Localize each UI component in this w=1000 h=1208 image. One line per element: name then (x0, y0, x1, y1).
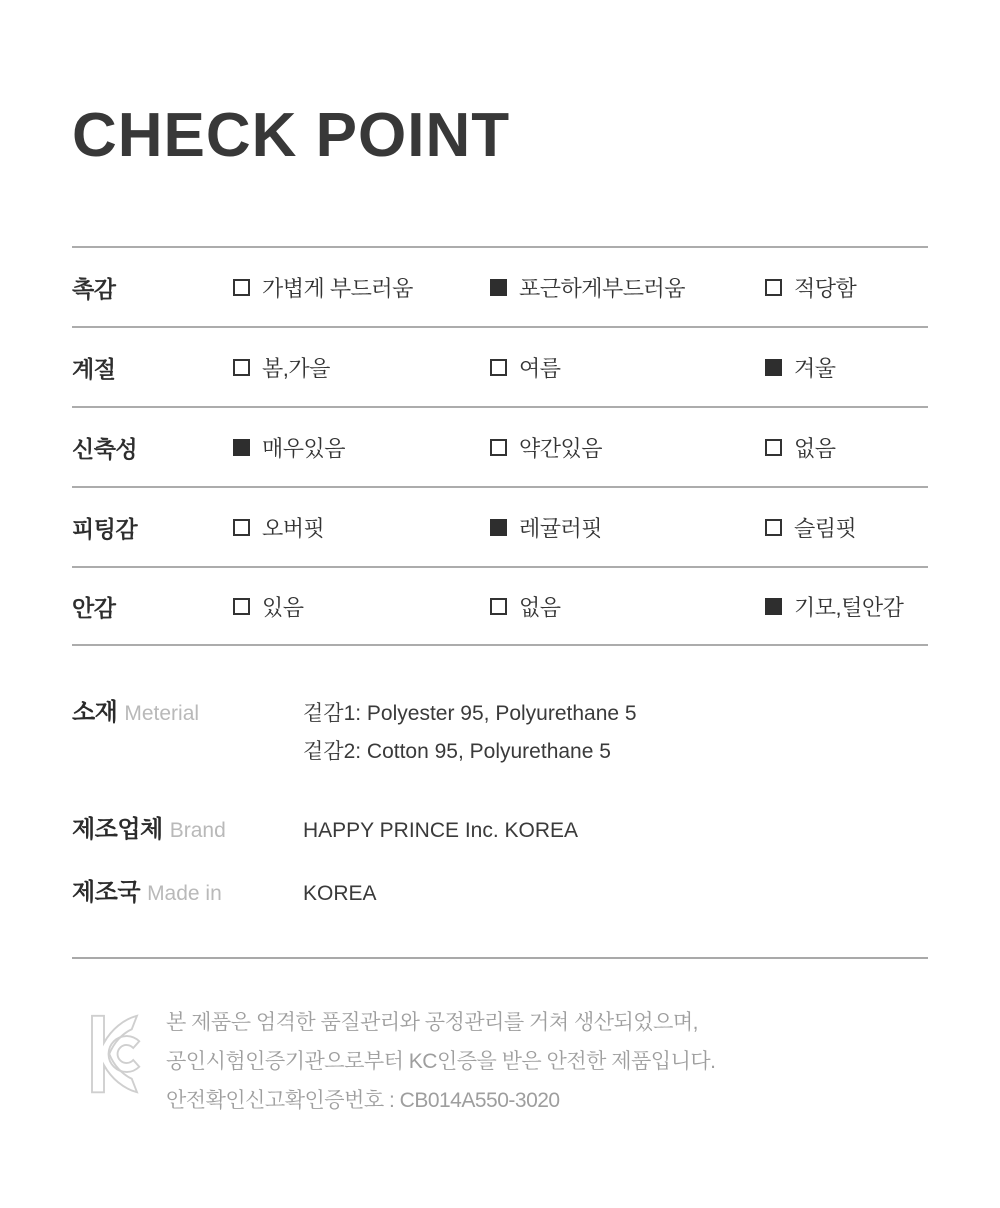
option-label: 여름 (519, 355, 561, 381)
checkbox-icon (233, 279, 250, 296)
checkbox-icon (490, 439, 507, 456)
table-row-touch (72, 246, 928, 326)
material-line-1: 겉감1: Polyester 95, Polyurethane 5 (303, 702, 637, 726)
kc-certification-section (72, 1003, 928, 1120)
option-label: 약간있음 (519, 435, 603, 461)
checkbox-icon (233, 359, 250, 376)
made-in-value: KOREA (303, 882, 377, 906)
option (233, 352, 490, 383)
option-label: 레귤러핏 (519, 515, 603, 541)
option-label: 슬림핏 (794, 515, 857, 541)
made-in-row (72, 872, 928, 913)
option-label: 오버핏 (262, 515, 325, 541)
kc-mark-icon (86, 1009, 146, 1104)
row-label: 촉감 (72, 275, 116, 302)
kc-text-line-2: 공인시험인증기관으로부터 KC인증을 받은 안전한 제품입니다. (166, 1050, 716, 1074)
checkbox-icon (490, 519, 507, 536)
option (490, 352, 765, 383)
option (765, 272, 928, 303)
material-label-ko: 소재 (72, 699, 118, 727)
option (490, 512, 765, 543)
made-in-label-ko: 제조국 (72, 879, 141, 907)
option-label: 가볍게 부드러움 (262, 275, 413, 301)
brand-label (72, 809, 303, 844)
section-divider (72, 957, 928, 959)
option (233, 591, 490, 622)
kc-text-line-1: 본 제품은 엄격한 품질관리와 공정관리를 거쳐 생산되었으며, (166, 1011, 698, 1035)
option-label: 포근하게부드러움 (519, 275, 686, 301)
row-label: 계절 (72, 355, 116, 382)
table-row-elasticity (72, 406, 928, 486)
made-in-label (72, 872, 303, 907)
option (233, 432, 490, 463)
material-row (72, 692, 928, 771)
row-label: 신축성 (72, 435, 138, 462)
checkbox-icon (765, 598, 782, 615)
option (765, 352, 928, 383)
checkbox-icon (233, 598, 250, 615)
option-label: 기모,털안감 (794, 594, 904, 620)
row-label: 피팅감 (72, 515, 138, 542)
product-info-section (72, 692, 928, 913)
option-label: 봄,가을 (262, 355, 330, 381)
option-label: 없음 (519, 594, 561, 620)
option-label: 있음 (262, 594, 304, 620)
table-row-lining (72, 566, 928, 646)
table-row-fit (72, 486, 928, 566)
checkbox-icon (765, 439, 782, 456)
page-title: CHECK POINT (72, 101, 511, 170)
option (490, 272, 765, 303)
option-label: 없음 (794, 435, 836, 461)
option-label: 겨울 (794, 355, 836, 381)
brand-row (72, 809, 928, 850)
material-label (72, 692, 303, 727)
brand-value: HAPPY PRINCE Inc. KOREA (303, 819, 579, 843)
option-label: 적당함 (794, 275, 857, 301)
option (233, 512, 490, 543)
material-value (303, 695, 928, 771)
option (765, 432, 928, 463)
brand-label-en: Brand (169, 819, 226, 843)
material-line-2: 겉감2: Cotton 95, Polyurethane 5 (303, 740, 611, 764)
row-label: 안감 (72, 594, 116, 621)
checkbox-icon (490, 598, 507, 615)
checkbox-icon (490, 279, 507, 296)
checkbox-icon (490, 359, 507, 376)
kc-certification-text (166, 1003, 716, 1120)
option-label: 매우있음 (262, 435, 346, 461)
checkbox-icon (233, 519, 250, 536)
option (233, 272, 490, 303)
checkbox-icon (765, 359, 782, 376)
option (490, 432, 765, 463)
check-point-table (72, 246, 928, 646)
checkbox-icon (765, 279, 782, 296)
option (765, 512, 928, 543)
checkbox-icon (765, 519, 782, 536)
brand-label-ko: 제조업체 (72, 816, 163, 844)
option (765, 591, 928, 622)
material-label-en: Meterial (124, 702, 200, 726)
table-row-season (72, 326, 928, 406)
made-in-label-en: Made in (147, 882, 222, 906)
kc-text-line-3: 안전확인신고확인증번호 : CB014A550-3020 (166, 1089, 560, 1113)
option (490, 591, 765, 622)
checkbox-icon (233, 439, 250, 456)
